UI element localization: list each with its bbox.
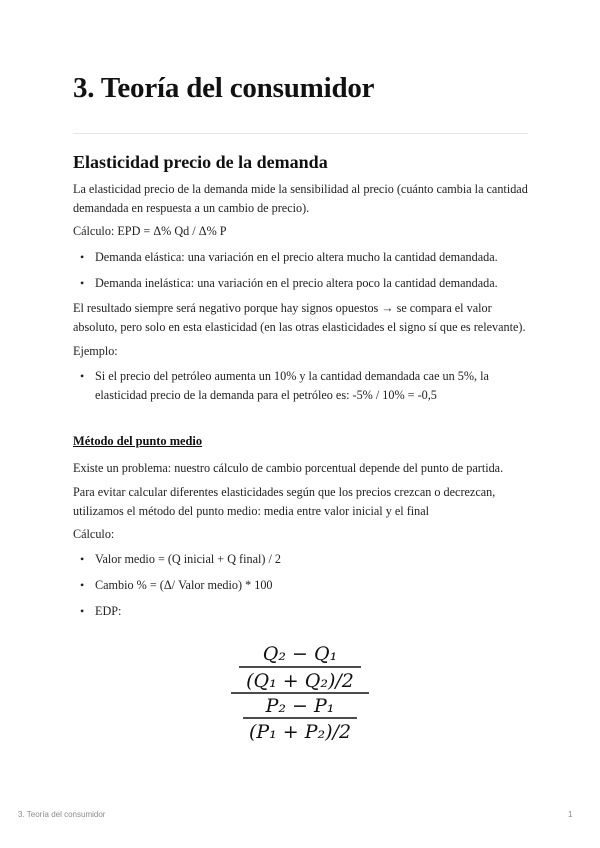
list-item: Demanda inelástica: una variación en el precio altera poco la cantidad demandada.: [95, 276, 498, 290]
intro-line-1: La elasticidad precio de la demanda mide la sensibilidad al precio (cuánto cambia la cantidad: [73, 182, 528, 196]
problem-line: Existe un problema: nuestro cálculo de cambio porcentual depende del punto de partida.: [73, 461, 504, 475]
avoid-line-2: utilizamos el método del punto medio: media entre valor inicial y el final: [73, 504, 430, 518]
result-line-1: El resultado siempre será negativo porque hay signos opuestos → se compara el valor: [73, 301, 492, 315]
formula-top-denominator: (Q₁ + Q₂)/2: [246, 670, 354, 692]
section-heading: Elasticidad precio de la demanda: [73, 152, 328, 172]
list-item: Valor medio = (Q inicial + Q final) / 2: [95, 552, 282, 566]
bullet-dot: •: [80, 552, 85, 566]
footer-title: 3. Teoría del consumidor: [18, 810, 106, 819]
subsection-heading: Método del punto medio: [73, 434, 203, 448]
bullet-dot: •: [80, 276, 85, 290]
formula-top-numerator: Q₂ − Q₁: [262, 643, 338, 665]
result-line-2: absoluto, pero solo en esta elasticidad (en las otras elasticidades el signo sí que es relevante).: [73, 320, 526, 334]
example-label: Ejemplo:: [73, 344, 118, 358]
bullet-dot: •: [80, 604, 85, 618]
calc-label: Cálculo:: [73, 527, 115, 541]
bullet-dot: •: [80, 250, 85, 264]
page-title: 3. Teoría del consumidor: [73, 72, 375, 104]
bullet-dot: •: [80, 578, 85, 592]
example-line-2: elasticidad precio de la demanda para el petróleo es: -5% / 10% = -0,5: [95, 388, 437, 402]
bullet-dot: •: [80, 369, 85, 383]
page-number: 1: [568, 810, 573, 819]
intro-line-2: demandada en respuesta a un cambio de precio).: [73, 201, 310, 215]
avoid-line-1: Para evitar calcular diferentes elasticidades según que los precios crezcan o decrezcan,: [73, 485, 496, 499]
calc-formula-line: Cálculo: EPD = Δ% Qd / Δ% P: [73, 224, 227, 238]
formula-bottom-denominator: (P₁ + P₂)/2: [248, 721, 352, 743]
example-line-1: Si el precio del petróleo aumenta un 10% y la cantidad demandada cae un 5%, la: [95, 369, 489, 383]
list-item: Demanda elástica: una variación en el precio altera mucho la cantidad demandada.: [95, 250, 498, 264]
midpoint-elasticity-formula: [225, 638, 375, 748]
title-divider: [73, 133, 528, 134]
list-item: Cambio % = (Δ/ Valor medio) * 100: [95, 578, 273, 592]
list-item: EDP:: [95, 604, 122, 618]
formula-bottom-numerator: P₂ − P₁: [265, 695, 335, 717]
